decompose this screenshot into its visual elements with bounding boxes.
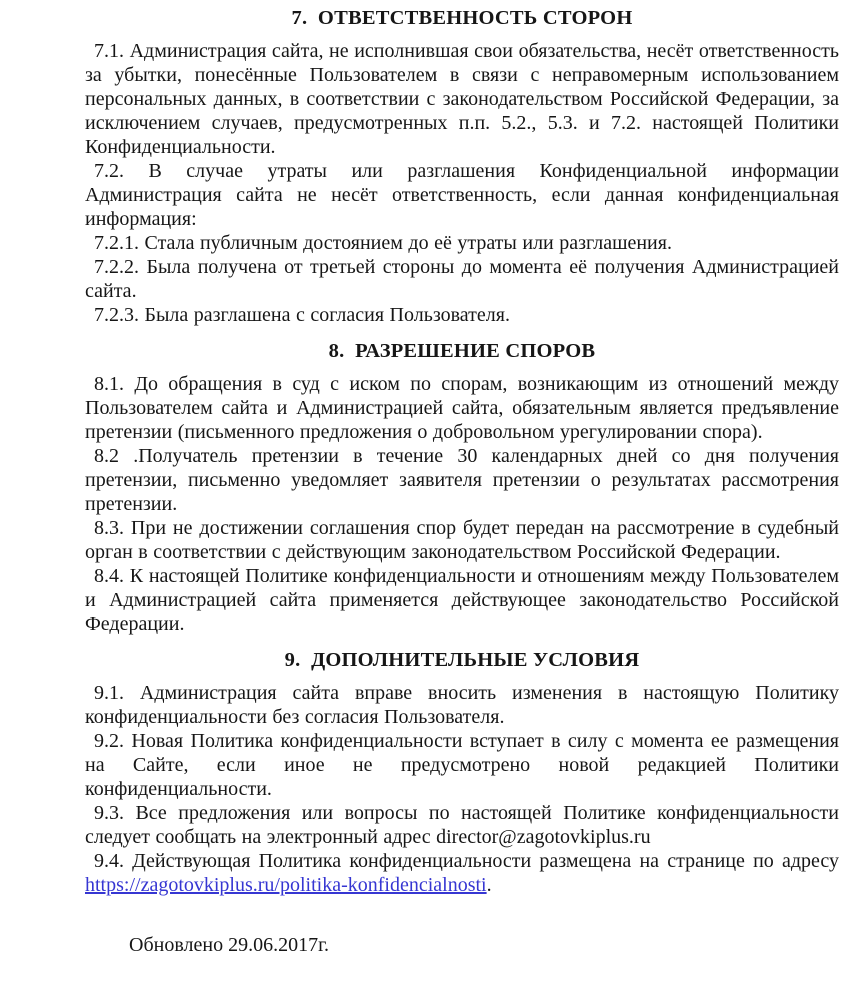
paragraph-9-4-suffix: . (486, 874, 492, 896)
paragraph-8-3: 8.3. При не достижении соглашения спор будет передан на рассмотрение в судебный орган в соответствии с действующим законодательством Российской Федерации. (85, 517, 839, 563)
section-additional-terms (85, 647, 839, 897)
privacy-policy-url-link[interactable]: https://zagotovkiplus.ru/politika-konfidencialnosti (85, 874, 487, 896)
section-7-heading: 7. ОТВЕТСТВЕННОСТЬ СТОРОН (291, 7, 633, 29)
updated-date: Обновлено 29.06.2017г. (129, 934, 330, 956)
paragraph-7-2-1: 7.2.1. Стала публичным достоянием до её утраты или разглашения. (94, 232, 672, 254)
paragraph-7-2-3: 7.2.3. Была разглашена с согласия Пользователя. (94, 304, 510, 326)
paragraph-9-4-prefix: 9.4. Действующая Политика конфиденциальности размещена на странице по адресу (94, 850, 839, 872)
paragraph-9-3: 9.3. Все предложения или вопросы по настоящей Политике конфиденциальности следует сообщать на электронный адрес director@zagotovkiplus.ru (85, 802, 839, 848)
paragraph-8-2: 8.2 .Получатель претензии в течение 30 календарных дней со дня получения претензии, письменно уведомляет заявителя претензии о результатах рассмотрения претензии. (85, 445, 839, 515)
section-responsibility (85, 5, 839, 327)
paragraph-8-4: 8.4. К настоящей Политике конфиденциальности и отношениям между Пользователем и Администрацией сайта применяется действующее законодательство Российской Федерации. (85, 565, 839, 635)
paragraph-7-2: 7.2. В случае утраты или разглашения Конфиденциальной информации Администрация сайта не несёт ответственность, если данная конфиденциальная информация: (85, 160, 839, 230)
section-dispute-resolution (85, 338, 839, 636)
paragraph-7-1: 7.1. Администрация сайта, не исполнившая свои обязательства, несёт ответственность за убытки, понесённые Пользователем в связи с неправомерным использованием персональных данных, в соответствии с законодательством Российской Федерации, за исключением случаев, предусмотренных п.п. 5.2., 5.3. и 7.2. настоящей Политики Конфиденциальности. (85, 40, 839, 158)
paragraph-9-1: 9.1. Администрация сайта вправе вносить изменения в настоящую Политику конфиденциальности без согласия Пользователя. (85, 682, 839, 728)
paragraph-9-4 (85, 849, 839, 897)
paragraph-9-2: 9.2. Новая Политика конфиденциальности вступает в силу с момента ее размещения на Сайте, если иное не предусмотрено новой редакцией Политики конфиденциальности. (85, 730, 839, 800)
section-8-heading: 8. РАЗРЕШЕНИЕ СПОРОВ (328, 340, 596, 362)
section-9-heading: 9. ДОПОЛНИТЕЛЬНЫЕ УСЛОВИЯ (284, 649, 640, 671)
paragraph-8-1: 8.1. До обращения в суд с иском по спорам, возникающим из отношений между Пользователем сайта и Администрацией сайта, обязательным является предъявление претензии (письменного предложения о добровольном урегулировании спора). (85, 373, 839, 443)
paragraph-7-2-2: 7.2.2. Была получена от третьей стороны до момента её получения Администрацией сайта. (85, 256, 839, 302)
